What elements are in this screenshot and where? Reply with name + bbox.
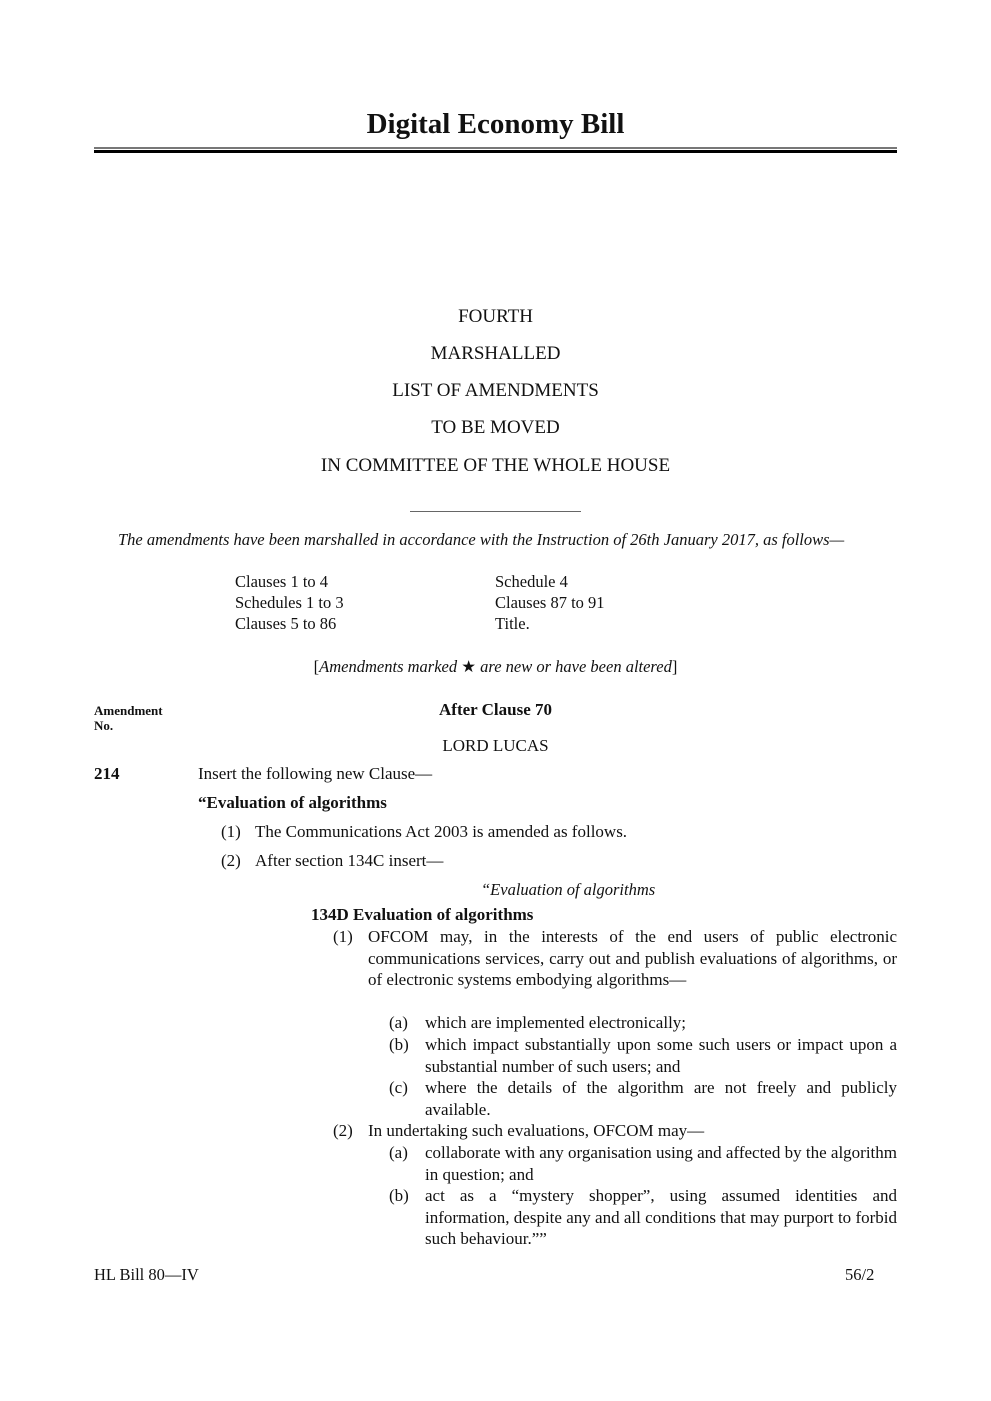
inserted-section-title: 134D Evaluation of algorithms bbox=[311, 905, 534, 924]
member-name: LORD LUCAS bbox=[442, 736, 549, 755]
amendment-number-column-label: Amendment No. bbox=[94, 703, 163, 733]
subsection-number: (1) bbox=[221, 822, 241, 841]
inserted-subsection-text: In undertaking such evaluations, OFCOM may— bbox=[368, 1121, 705, 1140]
amendments-legend: [Amendments marked ★ are new or have been altered] bbox=[313, 657, 678, 676]
marshalling-item: Clauses 5 to 86 bbox=[235, 614, 337, 633]
heading-line-4: TO BE MOVED bbox=[431, 417, 560, 438]
legend-text-before: Amendments marked bbox=[319, 657, 462, 676]
marshalling-item: Schedules 1 to 3 bbox=[235, 593, 344, 612]
bill-title: Digital Economy Bill bbox=[366, 108, 625, 140]
heading-line-1: FOURTH bbox=[458, 306, 533, 327]
subsection-text: After section 134C insert— bbox=[255, 851, 444, 870]
marshalling-item: Title. bbox=[495, 614, 530, 633]
marshalling-item: Schedule 4 bbox=[495, 572, 568, 591]
title-rule-thin bbox=[94, 147, 897, 149]
separator-rule bbox=[410, 511, 581, 512]
new-clause-title: “Evaluation of algorithms bbox=[198, 793, 387, 812]
marshalling-item: Clauses 87 to 91 bbox=[495, 593, 605, 612]
title-rule-thick bbox=[94, 150, 897, 153]
paragraph-text: which impact substantially upon some such users or impact upon a substantial number of such users; and bbox=[425, 1035, 897, 1076]
intro-text: The amendments have been marshalled in accordance with the Instruction of 26th January 2017, as follows— bbox=[118, 530, 845, 549]
marshalling-item: Clauses 1 to 4 bbox=[235, 572, 329, 591]
footer-page-reference: 56/2 bbox=[845, 1265, 875, 1284]
subsection-text: The Communications Act 2003 is amended as follows. bbox=[255, 822, 628, 841]
paragraph-text: where the details of the algorithm are not freely and publicly available. bbox=[425, 1078, 897, 1119]
heading-line-5: IN COMMITTEE OF THE WHOLE HOUSE bbox=[320, 455, 671, 476]
section-heading: After Clause 70 bbox=[439, 700, 552, 719]
footer-bill-reference: HL Bill 80—IV bbox=[94, 1265, 199, 1284]
inserted-subsection-number: (2) bbox=[333, 1121, 353, 1140]
inserted-subsection-number: (1) bbox=[333, 927, 353, 946]
paragraph-number: (b) bbox=[389, 1035, 409, 1054]
paragraph-number: (b) bbox=[389, 1186, 409, 1205]
amendment-number: 214 bbox=[94, 764, 120, 783]
heading-line-3: LIST OF AMENDMENTS bbox=[392, 380, 599, 401]
paragraph-text: which are implemented electronically; bbox=[425, 1013, 687, 1032]
marshalling-left-column bbox=[235, 571, 344, 634]
paragraph-number: (a) bbox=[389, 1143, 408, 1162]
paragraph-text: act as a “mystery shopper”, using assumed identities and information, despite any and all conditions that may purport to forbid such behaviour.”” bbox=[425, 1186, 897, 1248]
inserted-italic-heading: “Evaluation of algorithms bbox=[481, 880, 656, 899]
paragraph-number: (c) bbox=[389, 1078, 408, 1097]
paragraph-number: (a) bbox=[389, 1013, 408, 1032]
paragraph-text: collaborate with any organisation using and affected by the algorithm in question; and bbox=[425, 1143, 897, 1184]
intro-paragraph bbox=[94, 529, 897, 550]
heading-line-2: MARSHALLED bbox=[430, 343, 561, 364]
inserted-subsection-text: OFCOM may, in the interests of the end users of public electronic communications services, carry out and publish evaluations of algorithms, or of electronic systems embodying algorithms— bbox=[368, 927, 897, 989]
amendment-instruction: Insert the following new Clause— bbox=[198, 764, 433, 783]
subsection-number: (2) bbox=[221, 851, 241, 870]
star-icon: ★ bbox=[461, 657, 477, 676]
marshalling-right-column bbox=[495, 571, 605, 634]
legend-text-after: are new or have been altered bbox=[476, 657, 672, 676]
